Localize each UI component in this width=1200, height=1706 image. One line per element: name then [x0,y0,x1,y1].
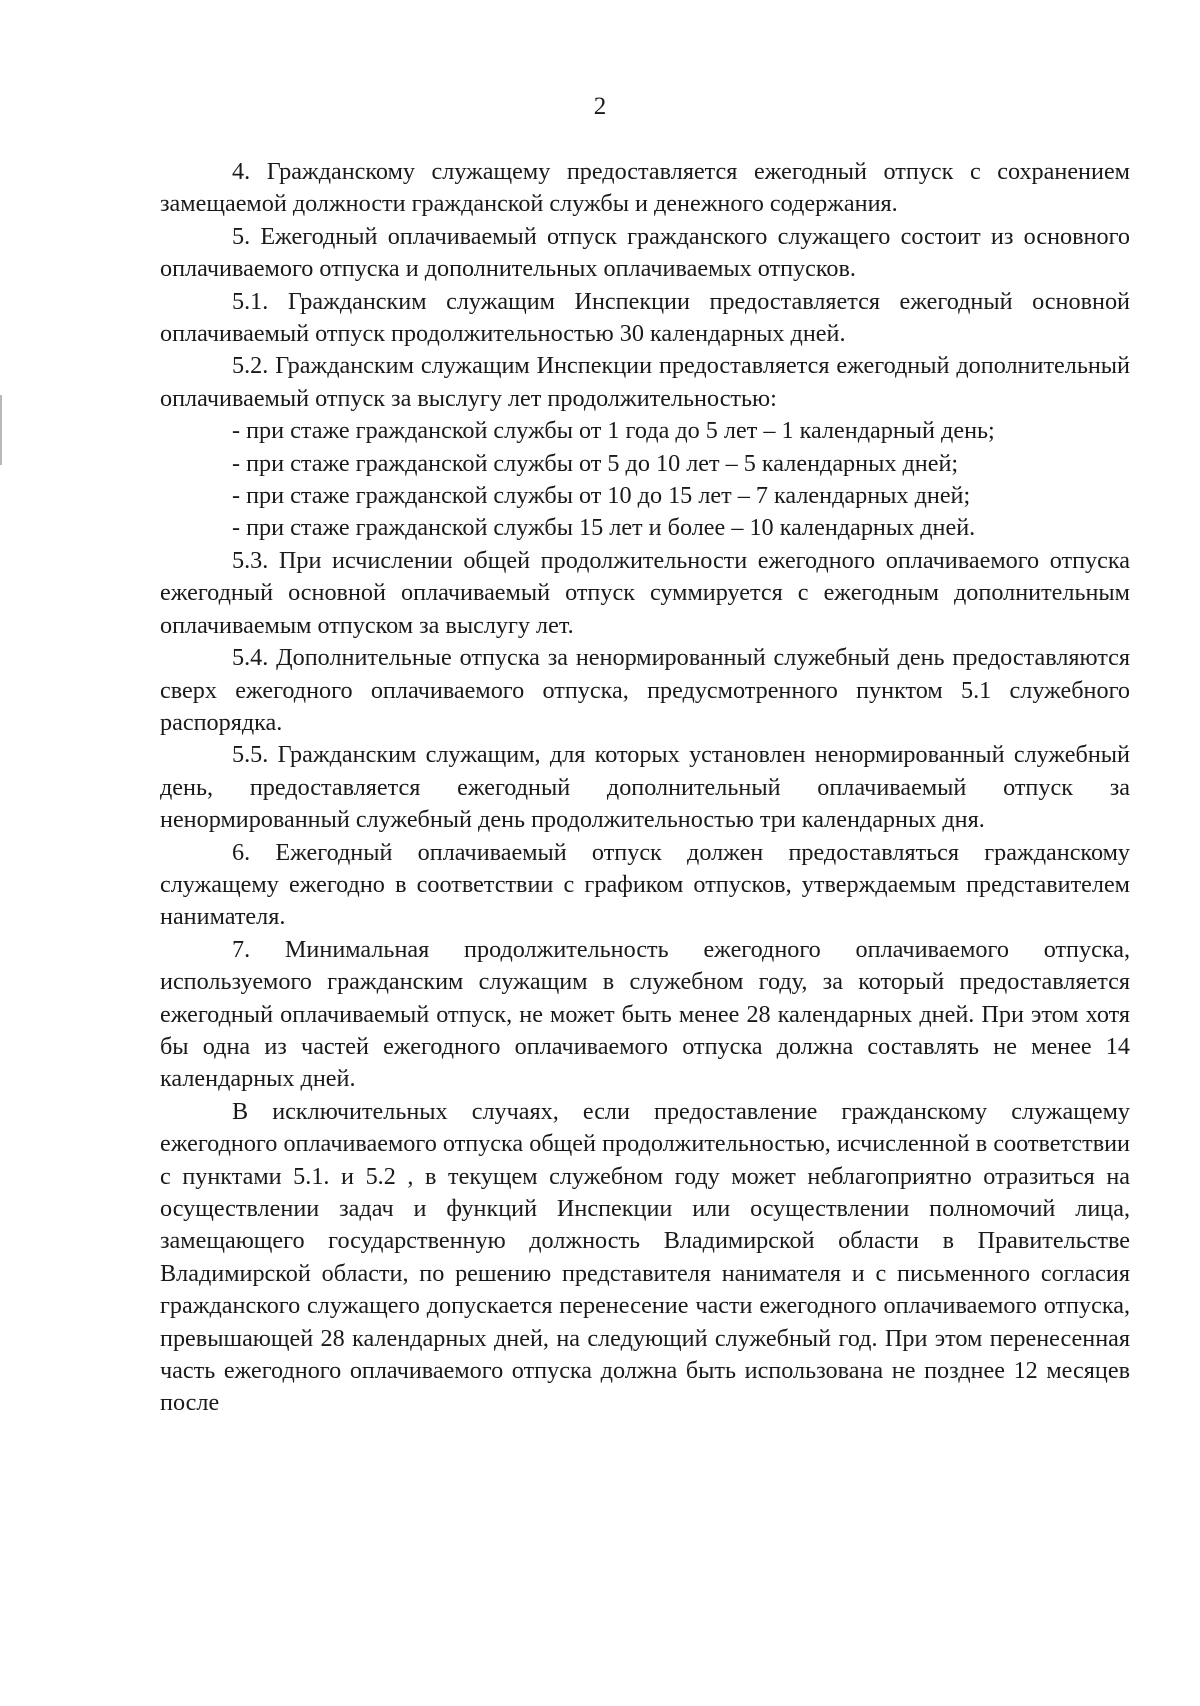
list-item-seniority-3: - при стаже гражданской службы от 10 до 15 лет – 7 календарных дней; [232,482,971,510]
list-item-seniority-1: - при стаже гражданской службы от 1 года до 5 лет – 1 календарный день; [232,417,995,445]
list-item-seniority-4: - при стаже гражданской службы 15 лет и более – 10 календарных дней. [232,514,976,542]
page-number: 2 [593,93,607,120]
paragraph-5: 5. Ежегодный оплачиваемый отпуск гражданского служащего состоит из основного оплачиваемого отпуска и дополнительных оплачиваемых отпусков. [160,222,1130,283]
paragraph-5-2: 5.2. Гражданским служащим Инспекции предоставляется ежегодный дополнительный оплачиваемый отпуск за выслугу лет продолжительностью: [160,352,1130,412]
paragraph-5-1: 5.1. Гражданским служащим Инспекции предоставляется ежегодный основной оплачиваемый отпуск продолжительностью 30 календарных дней. [160,287,1130,348]
paragraph-7-exceptions: В исключительных случаях, если предоставление гражданскому служащему ежегодного оплачиваемого отпуска общей продолжительностью, исчисленной в соответствии с пунктами 5.1. и 5.2 , в текущем служебном году может неблагоприятно отразиться на осуществлении задач и функций Инспекции или осуществлении полномочий лица, замещающего государственную должность Владимирской области в Правительстве Владимирской области, по решению представителя нанимателя и с письменного согласия гражданского служащего допускается перенесение части ежегодного оплачиваемого отпуска, превышающей 28 календарных дней, на следующий служебный год. При этом перенесенная часть ежегодного оплачиваемого отпуска должна быть использована не позднее 12 месяцев после [160,1097,1130,1417]
document-body [160,156,1130,1420]
paragraph-4: 4. Гражданскому служащему предоставляется ежегодный отпуск с сохранением замещаемой должности гражданской службы и денежного содержания. [160,158,1130,218]
paragraph-5-3: 5.3. При исчислении общей продолжительности ежегодного оплачиваемого отпуска ежегодный основной оплачиваемый отпуск суммируется с ежегодным дополнительным оплачиваемым отпуском за выслугу лет. [160,546,1130,639]
paragraph-5-5: 5.5. Гражданским служащим, для которых установлен ненормированный служебный день, предоставляется ежегодный дополнительный оплачиваемый отпуск за ненормированный служебный день продолжительностью три календарных дня. [160,741,1130,834]
paragraph-6: 6. Ежегодный оплачиваемый отпуск должен предоставляться гражданскому служащему ежегодно в соответствии с графиком отпусков, утверждаемым представителем нанимателя. [160,838,1130,931]
scan-edge-mark [0,395,2,465]
paragraph-5-4: 5.4. Дополнительные отпуска за ненормированный служебный день предоставляются сверх ежегодного оплачиваемого отпуска, предусмотренного пунктом 5.1 служебного распорядка. [160,644,1130,736]
list-item-seniority-2: - при стаже гражданской службы от 5 до 10 лет – 5 календарных дней; [232,449,959,477]
paragraph-7: 7. Минимальная продолжительность ежегодного оплачиваемого отпуска, используемого гражданским служащим в служебном году, за который предоставляется ежегодный оплачиваемый отпуск, не может быть менее 28 календарных дней. При этом хотя бы одна из частей ежегодного оплачиваемого отпуска должна составлять не менее 14 календарных дней. [160,935,1130,1093]
